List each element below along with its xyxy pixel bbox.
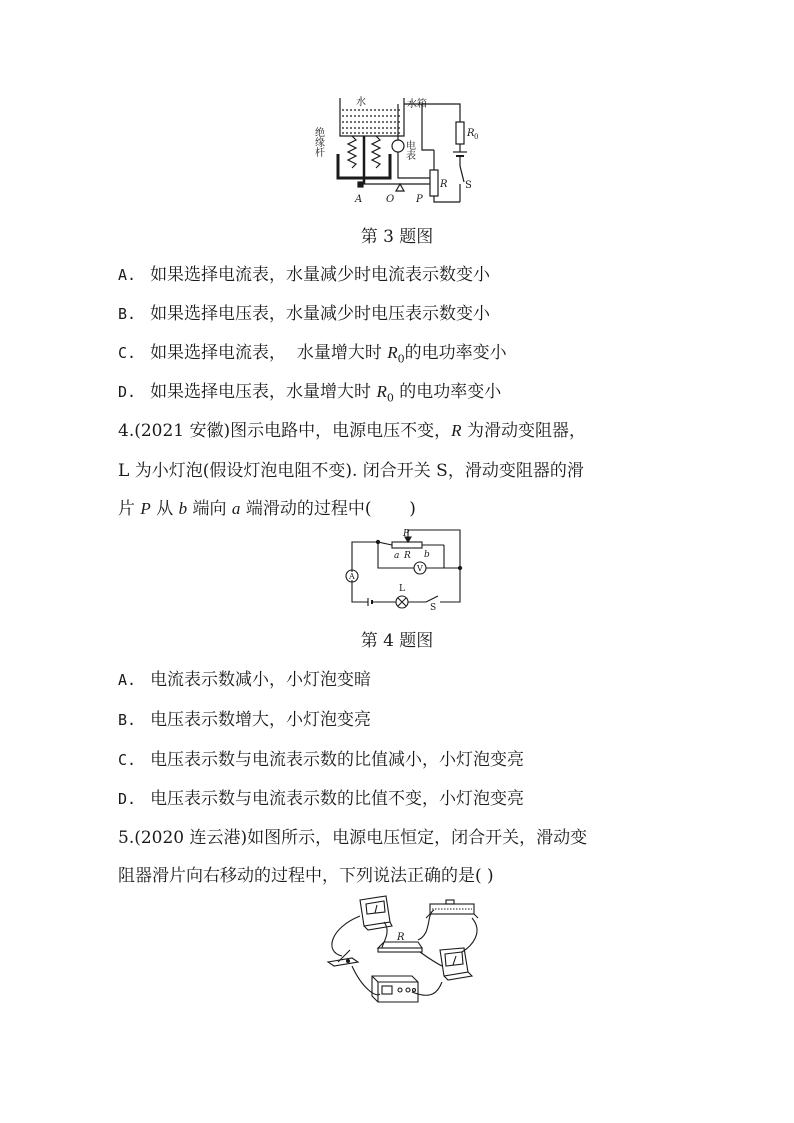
q3-label-r0: R — [467, 128, 475, 139]
q3-figure-caption: 第 3 题图 — [360, 227, 434, 247]
q3-label-rod: 绝缘杆 — [312, 127, 324, 157]
q3-option-d: D. 如果选择电压表，水量增大时 $R_0$ 的电功率变小 — [118, 382, 502, 405]
q4-option-c: C. 电压表示数与电流表示数的比值减小，小灯泡变亮 — [118, 750, 525, 770]
q4-label-r: R — [404, 551, 411, 561]
q4-option-a: A. 电流表示数减小，小灯泡变暗 — [118, 670, 372, 690]
q4-label-ammeter: A — [349, 572, 355, 581]
q4-label-a: a — [394, 551, 400, 561]
q3-label-a: A — [355, 194, 363, 205]
q3-label-r: R — [440, 179, 448, 190]
q4-label-lamp: L — [399, 584, 405, 594]
q3-option-c: C. 如果选择电流表， 水量增大时 $R_0$的电功率变小 — [118, 343, 507, 366]
q3-label-r0-sub: 0 — [474, 133, 479, 141]
q4-label-switch: S — [430, 603, 437, 610]
q3-label-meter: 电表 — [403, 140, 415, 160]
q4-label-p: P — [403, 529, 410, 539]
q4-label-b: b — [424, 550, 430, 560]
q3-label-o: O — [386, 194, 395, 205]
q4-option-b: B. 电压表示数增大，小灯泡变亮 — [118, 710, 372, 730]
q4-figure-caption: 第 4 题图 — [360, 631, 434, 651]
q3-label-p: P — [416, 194, 423, 205]
q4-circuit-figure — [344, 528, 468, 610]
q3-label-tank: 水箱 — [407, 99, 427, 110]
q3-option-b: B. 如果选择电压表，水量减少时电压表示数变小 — [118, 304, 491, 324]
q4-label-voltmeter: V — [417, 564, 423, 573]
q4-stem-line1: 4.(2021 安徽)图示电路中，电源电压不变，R 为滑动变阻器， — [118, 421, 586, 441]
q3-circuit-figure — [312, 92, 482, 208]
q3-label-s: S — [465, 180, 472, 191]
q5-stem-line1: 5.(2020 连云港)如图所示，电源电压恒定，闭合开关，滑动变 — [118, 828, 588, 848]
q5-label-r: R — [397, 932, 405, 943]
q4-stem-line3: 片 P 从 b 端向 a 端滑动的过程中( ) — [118, 499, 416, 519]
q5-stem-line2: 阻器滑片向右移动的过程中，下列说法正确的是( ) — [118, 866, 494, 886]
q3-label-water: 水 — [356, 97, 366, 108]
q4-option-d: D. 电压表示数与电流表示数的比值不变，小灯泡变亮 — [118, 789, 525, 809]
q3-option-a: A. 如果选择电流表，水量减少时电流表示数变小 — [118, 265, 491, 285]
q5-apparatus-figure — [322, 892, 486, 1014]
q4-stem-line2: L 为小灯泡(假设灯泡电阻不变). 闭合开关 S，滑动变阻器的滑 — [118, 461, 584, 481]
